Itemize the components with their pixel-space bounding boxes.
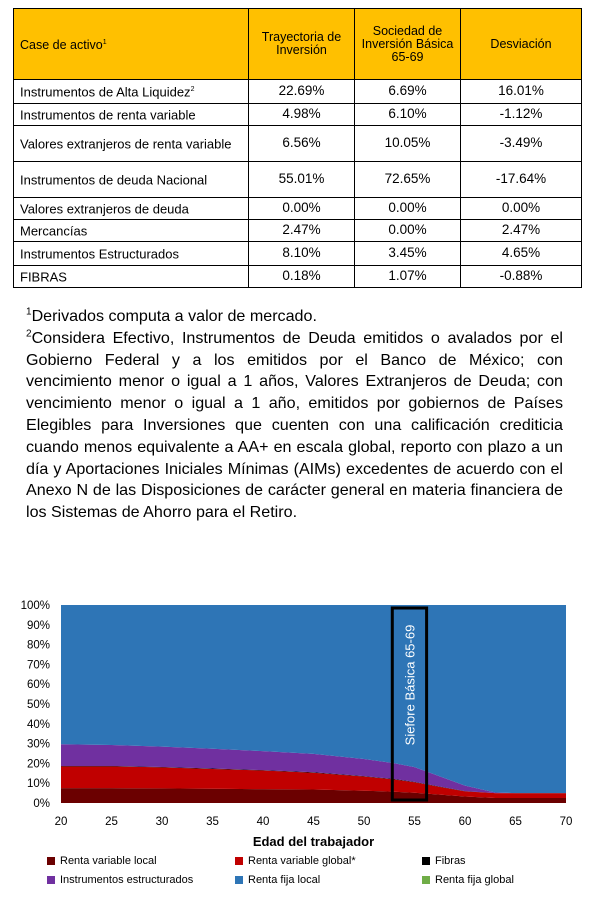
x-tick-label: 55: [408, 816, 421, 828]
asset-class-table: [13, 8, 582, 288]
x-tick-label: 60: [458, 816, 472, 828]
legend-label: Instrumentos estructurados: [60, 874, 194, 886]
cell-trayectoria: 6.56%: [249, 126, 355, 162]
cell-trayectoria: 2.47%: [249, 220, 355, 242]
x-tick-label: 65: [509, 816, 522, 828]
row-label: Instrumentos de Alta Liquidez$^2$: [14, 80, 249, 104]
y-tick-label: 100%: [20, 600, 50, 612]
x-tick-label: 40: [256, 816, 270, 828]
legend-label: Fibras: [435, 855, 466, 867]
y-tick-label: 30%: [26, 738, 50, 751]
table-row: [14, 162, 582, 198]
row-label: Mercancías: [14, 220, 249, 242]
y-tick-label: 70%: [26, 659, 50, 672]
x-tick-label: 30: [155, 816, 169, 828]
cell-trayectoria: 8.10%: [249, 242, 355, 266]
legend-item: [235, 855, 356, 867]
legend-swatch: [235, 876, 243, 884]
header-trayectoria: Trayectoria de Inversión: [249, 9, 355, 80]
header-desviacion: Desviación: [461, 9, 582, 80]
table-row: [14, 266, 582, 288]
cell-desviacion: 2.47%: [461, 220, 582, 242]
cell-siefore: 3.45%: [355, 242, 461, 266]
cell-desviacion: 0.00%: [461, 198, 582, 220]
legend-item: [47, 855, 157, 867]
cell-desviacion: -3.49%: [461, 126, 582, 162]
y-tick-label: 10%: [26, 778, 50, 791]
table-row: [14, 104, 582, 126]
cell-siefore: 72.65%: [355, 162, 461, 198]
legend-swatch: [47, 876, 55, 884]
cell-siefore: 6.69%: [355, 80, 461, 104]
legend-label: Renta fija global: [435, 874, 514, 886]
cell-trayectoria: 55.01%: [249, 162, 355, 198]
row-label: Instrumentos de deuda Nacional: [14, 162, 249, 198]
cell-trayectoria: 4.98%: [249, 104, 355, 126]
legend-swatch: [422, 876, 430, 884]
y-tick-label: 80%: [26, 639, 50, 652]
legend-label: Renta variable local: [60, 855, 157, 867]
legend-label: Renta fija local: [248, 874, 321, 886]
legend-label: Renta variable global*: [248, 855, 356, 867]
table-row: [14, 220, 582, 242]
cell-trayectoria: 0.18%: [249, 266, 355, 288]
cell-siefore: 6.10%: [355, 104, 461, 126]
cell-siefore: 0.00%: [355, 220, 461, 242]
legend-item: [235, 874, 320, 886]
legend-swatch: [422, 857, 430, 865]
y-tick-label: 90%: [26, 619, 50, 632]
table-row: [14, 198, 582, 220]
footnote-2: $^2$Considera Efectivo, Instrumentos de Deuda emitidos o avalados por el Gobierno Federal y a los emitidos por el Banco de México; con vencimiento menor o igual a 1 años, Valores Extranjeros de Deuda; con vencimiento menor o igual a 1 año, emitidos por gobiernos de Países Elegibles para Inversiones que cuenten con una calificación crediticia cuando menos equivalente a AA+ en escala global, reporto con plazo a un día y Aportaciones Iniciales Mínimas (AIMs) excedentes de acuerdo con el Anexo N de las Disposiciones de carácter general en materia financiera de los Sistemas de Ahorro para el Retiro.: [26, 328, 563, 522]
table-row: [14, 80, 582, 104]
siefore-annotation-label: Siefore Básica 65-69: [402, 624, 418, 746]
y-tick-label: 20%: [26, 758, 50, 771]
x-tick-label: 25: [105, 816, 118, 828]
cell-siefore: 10.05%: [355, 126, 461, 162]
x-tick-label: 70: [559, 816, 573, 828]
cell-siefore: 0.00%: [355, 198, 461, 220]
cell-desviacion: 4.65%: [461, 242, 582, 266]
table-header-row: [14, 9, 582, 80]
table-row: [14, 242, 582, 266]
cell-desviacion: 16.01%: [461, 80, 582, 104]
table-row: [14, 126, 582, 162]
x-tick-label: 35: [206, 816, 219, 828]
y-tick-label: 40%: [26, 718, 50, 731]
cell-trayectoria: 0.00%: [249, 198, 355, 220]
x-tick-label: 20: [54, 816, 68, 828]
y-tick-label: 0%: [33, 798, 50, 810]
cell-siefore: 1.07%: [355, 266, 461, 288]
header-asset-class: Case de activo$^1$: [14, 9, 249, 80]
row-label: Valores extranjeros de deuda: [14, 198, 249, 220]
header-siefore: Sociedad de Inversión Básica 65-69: [355, 9, 461, 80]
x-tick-label: 45: [307, 816, 320, 828]
y-tick-label: 50%: [26, 699, 50, 711]
cell-trayectoria: 22.69%: [249, 80, 355, 104]
cell-desviacion: -0.88%: [461, 266, 582, 288]
footnotes: [26, 306, 563, 524]
x-axis-title: Edad del trabajador: [252, 834, 375, 849]
row-label: Instrumentos de renta variable: [14, 104, 249, 126]
cell-desviacion: -17.64%: [461, 162, 582, 198]
row-label: Valores extranjeros de renta variable: [14, 126, 249, 162]
y-tick-label: 60%: [26, 679, 50, 692]
row-label: Instrumentos Estructurados: [14, 242, 249, 266]
cell-desviacion: -1.12%: [461, 104, 582, 126]
legend-swatch: [235, 857, 243, 865]
footnote-1: $^1$Derivados computa a valor de mercado.: [26, 306, 317, 325]
row-label: FIBRAS: [14, 266, 249, 288]
legend-item: [422, 855, 466, 867]
x-tick-label: 50: [357, 816, 371, 828]
legend-swatch: [47, 857, 55, 865]
legend-item: [47, 874, 193, 886]
legend-item: [422, 874, 514, 886]
